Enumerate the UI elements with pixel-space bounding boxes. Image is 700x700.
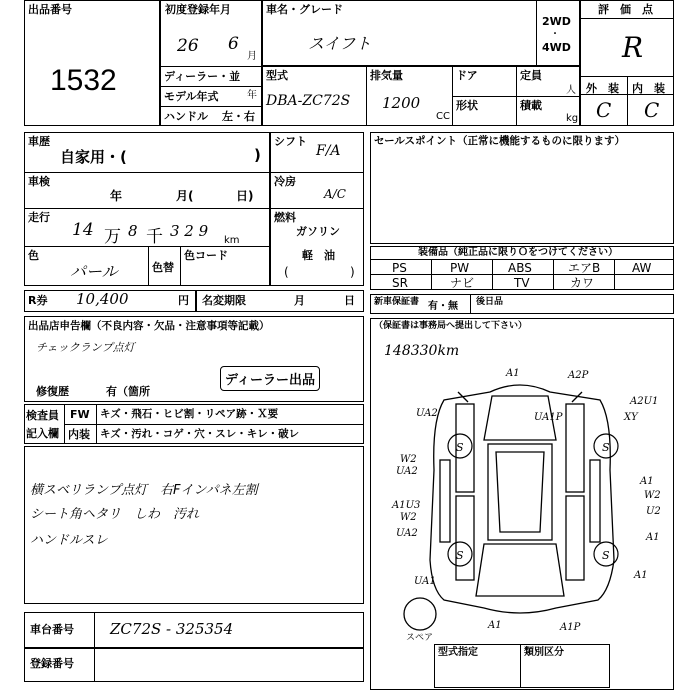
mark-w2-right: W2 <box>644 490 661 501</box>
int-items: キズ・汚れ・コゲ・穴・スレ・キレ・破レ <box>100 428 300 440</box>
interior-grade: C <box>644 98 660 122</box>
capacity-label: 定員 <box>520 69 542 82</box>
lot-label: 出品番号 <box>28 3 72 16</box>
shift-value: F/A <box>316 143 341 159</box>
type-value: DBA-ZC72S <box>266 93 351 109</box>
fw-items: キズ・飛石・ヒビ割・リペア跡・Ｘ要 <box>100 408 279 420</box>
mark-ua2-left2: UA2 <box>396 466 418 477</box>
car-name-label: 車名・グレード <box>266 3 343 16</box>
mark-a2u1: A2U1 <box>630 396 659 407</box>
type-designation-label: 型式指定 <box>438 647 478 658</box>
shaken-label: 車検 <box>28 175 50 188</box>
mark-a1-right3: A1 <box>634 570 648 581</box>
mark-ua2-left3: UA2 <box>396 528 418 539</box>
shaken-month: 月( <box>176 189 194 203</box>
kg-unit: kg <box>566 113 579 124</box>
tire-rr: S <box>602 549 610 562</box>
mark-w2-left3: W2 <box>400 512 417 523</box>
int-label: 内装 <box>68 428 90 441</box>
dealer-parallel-label: ディーラー・並 <box>164 70 241 83</box>
equip-pw: PW <box>450 261 470 275</box>
tire-fl: S <box>456 441 464 454</box>
wd-2: 2WD <box>542 15 571 28</box>
remarks-line2: シート角ヘタリ しわ 汚れ <box>30 507 200 522</box>
history-label: 車歴 <box>28 135 50 148</box>
shaken-day: 日) <box>236 189 254 203</box>
fw-label: FW <box>70 408 90 421</box>
recycle-value: 10,400 <box>76 290 129 308</box>
class-label: 類別区分 <box>524 647 564 658</box>
shift-label: シフト <box>274 135 307 148</box>
mark-a1p: A1P <box>560 622 581 633</box>
ac-label: 冷房 <box>274 175 296 188</box>
repair-value: 有（箇所 <box>106 385 150 398</box>
color-code-label: 色コード <box>184 249 228 262</box>
diagram-note: （保証書は事務局へ提出して下さい） <box>374 321 528 331</box>
mark-a1-right: A1 <box>640 476 654 487</box>
deadline-month: 月 <box>294 294 305 307</box>
load-label: 積載 <box>520 99 542 112</box>
spare-label: スペア <box>406 633 434 643</box>
equip-navi: ナビ <box>450 276 475 290</box>
deadline-day: 日 <box>344 294 355 307</box>
equip-airbag: エアB <box>568 261 601 275</box>
lot-number: 1532 <box>50 64 117 97</box>
model-year-label: モデル年式 <box>164 90 219 103</box>
mark-w2-left: W2 <box>400 454 417 465</box>
wd-4: 4WD <box>542 41 571 54</box>
door-label: ドア <box>456 69 478 82</box>
mileage-rest-value: 3 2 9 <box>170 222 209 240</box>
mark-u2-right: U2 <box>646 506 661 517</box>
fuel-paren-close: ) <box>350 265 355 279</box>
dealer-stamp: ディーラー出品 <box>220 366 320 391</box>
repair-label: 修復歴 <box>36 385 69 398</box>
recycle-unit: 円 <box>178 294 189 307</box>
exterior-label: 外 装 <box>586 82 619 95</box>
mark-ua2-left: UA2 <box>416 408 438 419</box>
warranty-label: 新車保証書 <box>374 297 420 307</box>
type-label: 型式 <box>266 69 288 82</box>
person-unit: 人 <box>566 85 576 96</box>
displacement-value: 1200 <box>382 94 421 112</box>
color-change-label: 色替 <box>152 261 174 274</box>
mark-a1-rear: A1 <box>488 620 502 631</box>
shape-label: 形状 <box>456 99 478 112</box>
deadline-label: 名変期限 <box>202 294 246 307</box>
eval-score: R <box>622 31 644 64</box>
handle-options: 左・右 <box>222 110 255 123</box>
cc-unit: CC <box>436 111 450 122</box>
equip-sr: SR <box>392 276 408 290</box>
warranty-options: 有・無 <box>428 301 458 312</box>
history-value: 自家用・( <box>60 148 127 166</box>
mileage-man-unit: 万 <box>104 227 121 247</box>
exterior-grade: C <box>596 98 612 122</box>
history-close: ) <box>254 146 261 164</box>
handle-label: ハンドル <box>164 110 208 123</box>
mark-a1u3: A1U3 <box>392 500 421 511</box>
color-label: 色 <box>28 249 39 262</box>
registration-label: 登録番号 <box>30 657 74 670</box>
color-value: パール <box>70 262 118 281</box>
eval-label: 評 価 点 <box>598 3 653 16</box>
warranty-date-label: 後日品 <box>476 297 504 307</box>
selling-points-label: セールスポイント（正常に機能するものに限ります） <box>374 135 626 147</box>
tire-rl: S <box>456 549 464 562</box>
car-name: スイフト <box>308 34 372 53</box>
mileage-label: 走行 <box>28 211 50 224</box>
month-unit: 月 <box>247 51 257 62</box>
inspector-label-2: 記入欄 <box>26 427 59 440</box>
km-unit: km <box>224 235 240 246</box>
year-unit: 年 <box>247 90 257 101</box>
tire-fr: S <box>602 441 610 454</box>
fuel-diesel: 軽 油 <box>302 249 335 262</box>
equip-tv: TV <box>514 276 530 290</box>
mileage-sen-unit: 千 <box>146 227 163 247</box>
ac-value: A/C <box>324 187 346 201</box>
first-reg-label: 初度登録年月 <box>165 3 231 16</box>
first-reg-month: 6 <box>228 34 239 54</box>
mileage-man-value: 14 <box>72 220 94 240</box>
recycle-label: R券 <box>28 294 48 307</box>
displacement-label: 排気量 <box>370 69 403 82</box>
mark-a1-front: A1 <box>506 368 520 379</box>
equipment-label: 装備品（純正品に限りＯをつけてください） <box>418 247 618 258</box>
shaken-year: 年 <box>110 189 123 203</box>
chassis-label: 車台番号 <box>30 623 74 636</box>
remarks-line1: 横スベリランプ点灯 右Fインパネ左割 <box>30 483 258 498</box>
fuel-label: 燃料 <box>274 211 296 224</box>
inspector-label-1: 検査員 <box>26 409 59 422</box>
mark-ua1-left: UA1 <box>414 576 436 587</box>
notes-label: 出品店申告欄（不良内容・欠品・注意事項等記載） <box>28 320 270 332</box>
chassis-value: ZC72S - 325354 <box>110 620 234 638</box>
notes-handwritten: チェックランプ点灯 <box>36 341 135 354</box>
remarks-line3: ハンドルスレ <box>30 533 108 548</box>
mark-ua1p: UA1P <box>534 412 563 423</box>
fuel-paren-open: ( <box>284 265 289 279</box>
equip-abs: ABS <box>508 261 532 275</box>
equip-aw: AW <box>632 261 652 275</box>
wd-dot: ・ <box>550 29 560 40</box>
mark-a1-right2: A1 <box>646 532 660 543</box>
first-reg-year: 26 <box>177 36 199 56</box>
equip-ps: PS <box>392 261 407 275</box>
fuel-gas: ガソリン <box>296 225 340 238</box>
mark-a2p: A2P <box>568 370 589 381</box>
odometer-note: 148330km <box>384 343 460 359</box>
equip-leather: カワ <box>570 276 595 290</box>
mark-xy: XY <box>624 412 638 423</box>
interior-label: 内 装 <box>632 82 665 95</box>
mileage-sen-value: 8 <box>128 222 138 240</box>
